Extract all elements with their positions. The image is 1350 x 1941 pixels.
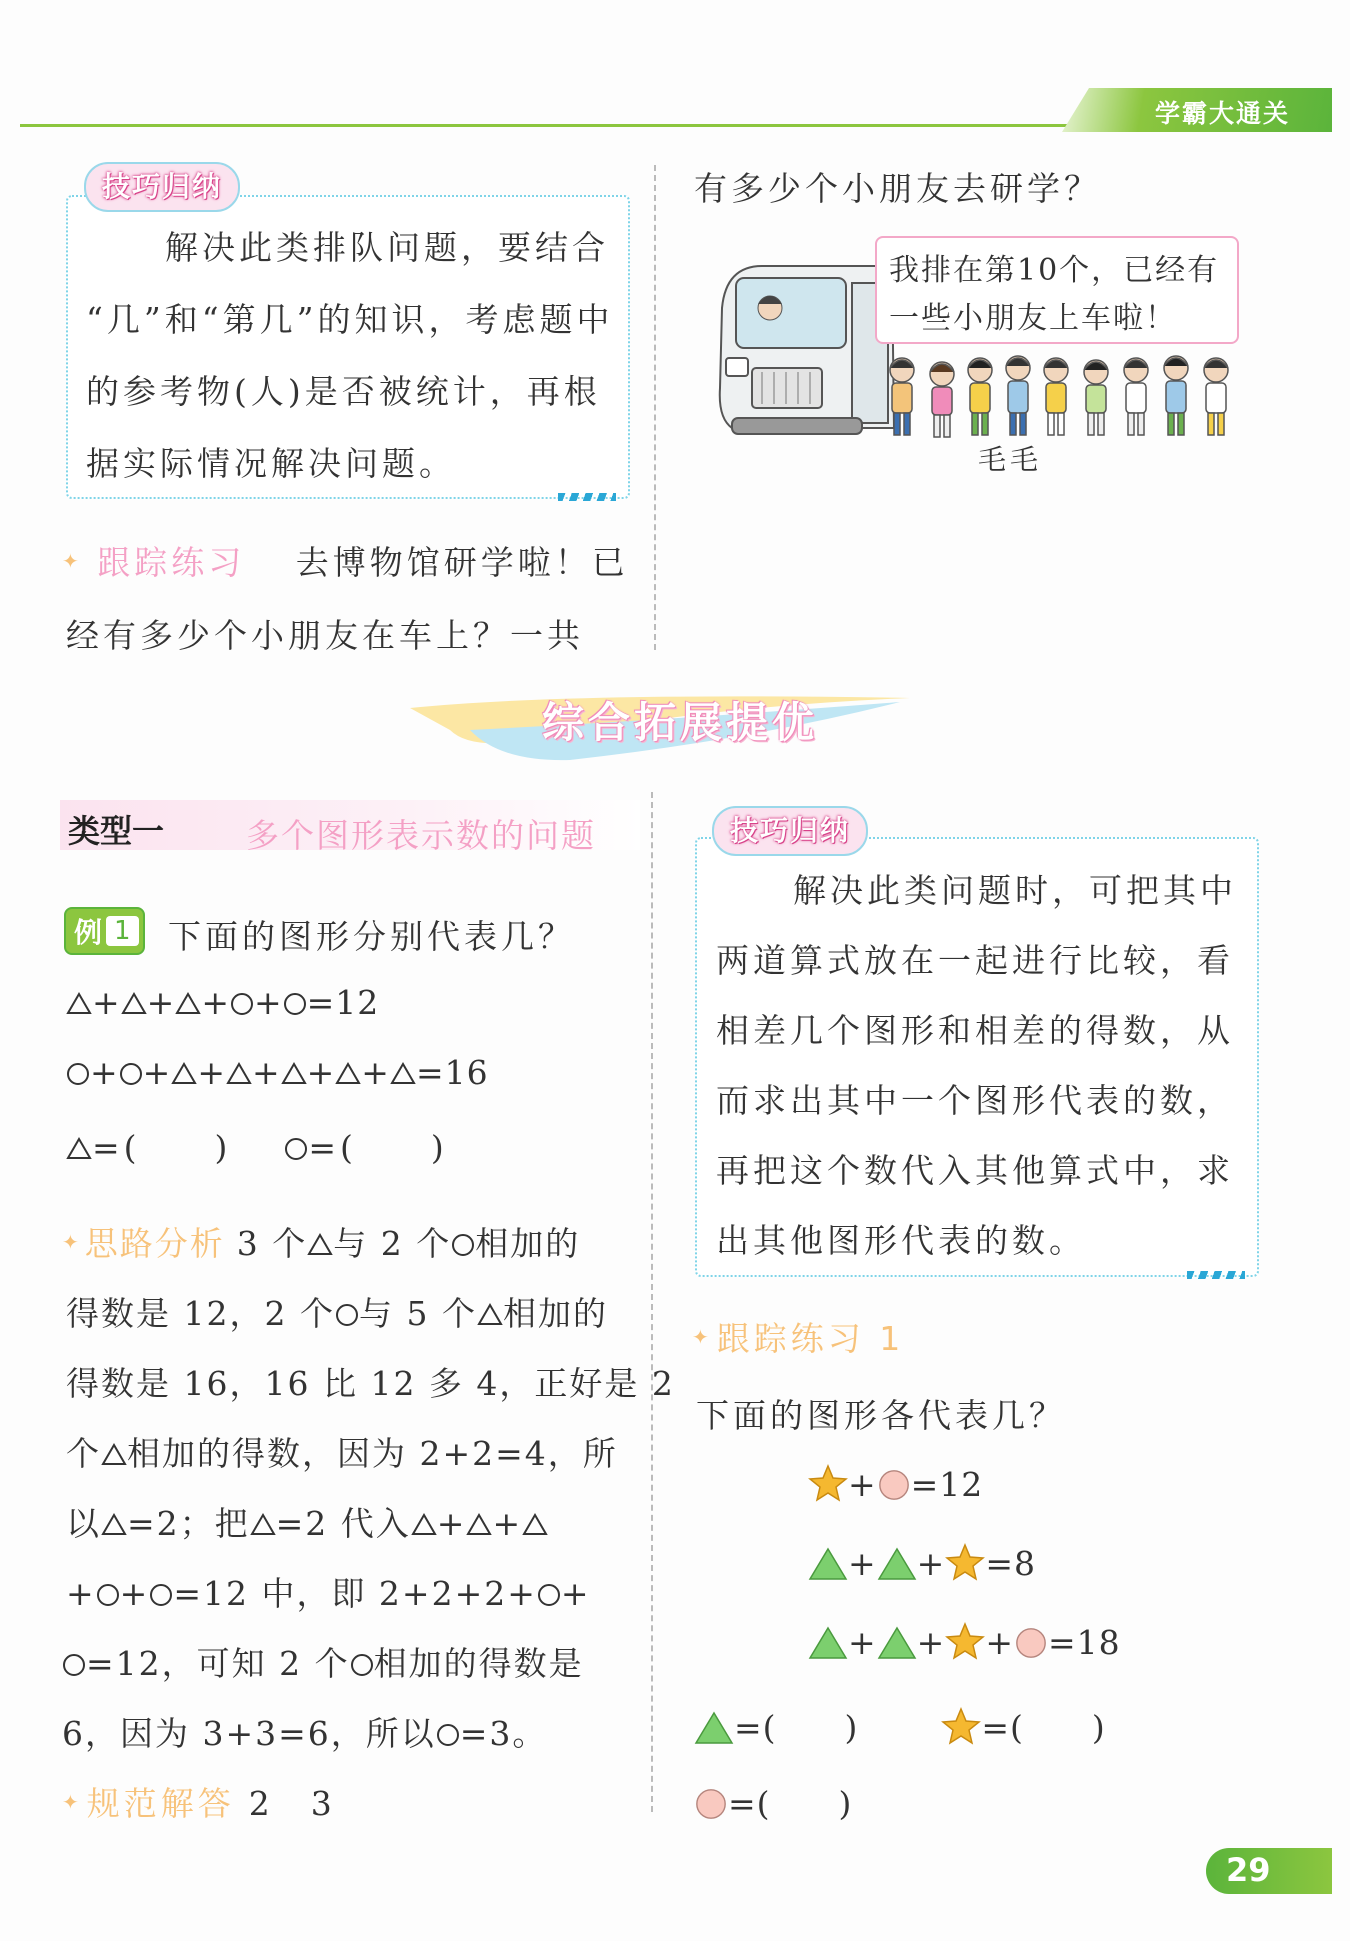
example-question: 下面的图形分别代表几？ [168,917,575,956]
character-name: 毛毛 [978,443,1043,476]
tip-badge: 技巧归纳 [84,162,240,212]
circle-icon [436,1723,460,1747]
triangle-icon [171,1062,197,1085]
column-divider [654,165,656,650]
circle-icon [283,992,307,1016]
analysis-text: =2 代入 [275,1504,411,1543]
circle-icon [62,1653,86,1677]
analysis-line [66,1428,618,1475]
practice-answers [694,1778,852,1825]
analysis-text: 个 [66,1434,101,1473]
tip-text-line: 解决此类排队问题，要结合 [165,228,609,267]
analysis-text: =12 中，即 2+2+2+ [173,1574,537,1613]
practice-star-icon: ✦ [692,1325,713,1349]
star-icon [945,1543,985,1581]
analysis-line: + + =12 中，即 2+2+2+ + [66,1574,591,1613]
triangle-icon [121,992,147,1015]
circle-icon [537,1583,561,1607]
column-divider [651,792,653,1812]
tip-text-line: 而求出其中一个图形代表的数， [716,1081,1234,1120]
equation: + + + + =12 [66,983,379,1022]
circle-icon [230,992,254,1016]
analysis-text: 与 2 个 [333,1224,452,1263]
analysis-line [62,1708,547,1755]
triangle-icon [808,1626,848,1660]
analysis-text: 相加的得数是 [373,1644,584,1683]
example-badge [64,907,145,955]
practice-text: 去博物馆研学啦！已 [295,543,629,582]
practice-equation: + + + =18 [808,1622,1121,1662]
analysis-text: =3。 [459,1714,548,1753]
answer-blank[interactable]: =( ) [308,1128,448,1167]
circle-icon [66,1062,90,1086]
triangle-icon [281,1062,307,1085]
circle-icon [119,1062,143,1086]
circle-icon [877,1468,911,1502]
triangle-icon [101,1443,127,1466]
answer-blank[interactable]: =( ) [734,1708,859,1747]
page-number: 29 [1226,1851,1271,1889]
practice-question: 下面的图形各代表几？ [696,1396,1066,1435]
tip-text-line: 相差几个图形和相差的得数，从 [716,1011,1234,1050]
corner-mark [1187,1271,1245,1279]
equation-result: =12 [910,1465,984,1504]
analysis-text: =2；把 [127,1504,250,1543]
circle-icon [284,1137,308,1161]
analysis-line [66,1288,608,1335]
star-icon [941,1707,981,1745]
analysis-text: 相加的 [502,1294,608,1333]
tip-text-line: 的参考物(人)是否被统计，再根 [86,372,601,411]
section-banner-title: 综合拓展提优 [541,698,818,747]
type-title: 多个图形表示数的问题 [246,816,596,855]
tip-text-line: 再把这个数代入其他算式中，求 [716,1151,1234,1190]
triangle-icon [307,1233,333,1256]
equation-result: =8 [985,1544,1036,1583]
circle-icon [694,1787,728,1821]
speech-text: 一些小朋友上车啦！ [889,301,1177,336]
analysis-text: 6，因为 3+3=6，所以 [62,1714,436,1753]
analysis-star-icon: ✦ [62,1230,81,1254]
triangle-icon [877,1547,917,1581]
analysis-text: 相加的得数，因为 2+2=4，所 [127,1434,618,1473]
star-icon [945,1622,985,1660]
analysis-line: 得数是 16，16 比 12 多 4，正好是 2 [66,1364,675,1403]
type-label: 类型一 [68,812,165,850]
equation-result: =18 [1047,1623,1121,1662]
triangle-icon [335,1062,361,1085]
analysis-line: 以 =2；把 =2 代入 + + [66,1498,548,1545]
tip-text-line: 据实际情况解决问题。 [86,444,456,483]
practice-line [62,537,629,584]
analysis-text: 3 个 [236,1224,308,1263]
triangle-icon [226,1062,252,1085]
answer-line [62,1778,336,1825]
triangle-icon [66,1137,92,1160]
triangle-icon [175,992,201,1015]
practice-equation: + + =8 [808,1543,1036,1583]
equation-result: =16 [415,1053,489,1092]
header-title: 学霸大通关 [1154,99,1290,128]
triangle-icon [477,1303,503,1326]
answer-blank[interactable]: =( ) [92,1128,232,1167]
triangle-icon [808,1547,848,1581]
tip-text-line: 两道算式放在一起进行比较，看 [716,941,1234,980]
circle-icon [149,1583,173,1607]
practice-line [692,1313,904,1360]
circle-icon [1014,1626,1048,1660]
triangle-icon [101,1513,127,1536]
example-badge-number: 1 [106,916,139,946]
practice-answers [694,1702,1106,1749]
practice-line: 经有多少个小朋友在车上？一共 [66,616,584,655]
analysis-text: =12，可知 2 个 [86,1644,350,1683]
analysis-line [62,1218,580,1265]
bus-icon [720,266,894,434]
answer-label: 规范解答 [86,1784,235,1823]
analysis-label: 思路分析 [84,1224,225,1263]
speech-text: 我排在第10个，已经有 [889,253,1220,288]
answer-star-icon: ✦ [62,1790,83,1814]
children-line [890,356,1228,437]
analysis-text: 与 5 个 [358,1294,477,1333]
analysis-text: 得数是 12，2 个 [66,1294,335,1333]
practice-label: 跟踪练习 [97,543,246,582]
tip-text-line: “几”和“第几”的知识，考虑题中 [86,300,614,339]
practice-label: 跟踪练习 1 [716,1319,905,1358]
triangle-icon [66,992,92,1015]
practice-line: 有多少个小朋友去研学？ [694,169,1101,208]
practice-equation: + =12 [808,1464,983,1504]
tip-badge: 技巧归纳 [712,806,868,856]
triangle-icon [877,1626,917,1660]
answer-blank[interactable]: =( ) [981,1708,1106,1747]
triangle-icon [250,1513,276,1536]
triangle-icon [694,1711,734,1745]
circle-icon [335,1303,359,1327]
circle-icon [451,1233,475,1257]
circle-icon [350,1653,374,1677]
equation: + + + + + + =16 [66,1053,489,1092]
triangle-icon [522,1513,548,1536]
example-badge-text: 例 [74,916,103,949]
corner-mark [558,493,616,501]
tip-text-line: 解决此类问题时，可把其中 [793,871,1237,910]
circle-icon [96,1583,120,1607]
triangle-icon [390,1062,416,1085]
answer-blank[interactable]: =( ) [728,1784,853,1823]
tip-text-line: 出其他图形代表的数。 [716,1221,1086,1260]
analysis-text: 相加的 [475,1224,581,1263]
analysis-text: 以 [66,1504,101,1543]
triangle-icon [466,1513,492,1536]
triangle-icon [411,1513,437,1536]
star-icon [808,1464,848,1502]
answer-value: 2 3 [248,1784,336,1823]
equation-result: =12 [306,983,380,1022]
analysis-line [62,1638,584,1685]
answer-blanks [66,1122,448,1169]
practice-star-icon: ✦ [62,549,83,573]
